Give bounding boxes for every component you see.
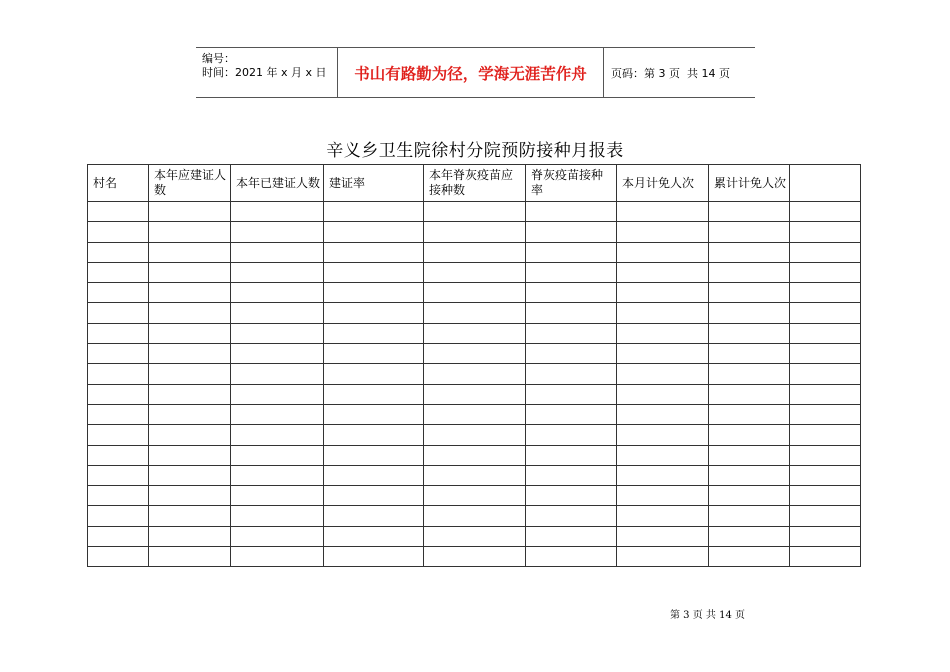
table-cell [88, 384, 149, 404]
table-cell [709, 547, 790, 567]
table-cell [424, 404, 526, 424]
table-cell [424, 425, 526, 445]
table-cell [324, 404, 424, 424]
table-cell [324, 262, 424, 282]
table-row [88, 526, 861, 546]
table-cell [709, 384, 790, 404]
table-cell [149, 242, 231, 262]
table-cell [790, 344, 861, 364]
table-cell [526, 445, 617, 465]
table-cell [88, 242, 149, 262]
table-cell [231, 303, 324, 323]
table-cell [709, 283, 790, 303]
table-cell [790, 283, 861, 303]
table-cell [324, 222, 424, 242]
table-cell [88, 283, 149, 303]
table-cell [324, 384, 424, 404]
table-row [88, 465, 861, 485]
table-cell [324, 364, 424, 384]
table-cell [88, 486, 149, 506]
table-cell [231, 404, 324, 424]
table-cell [790, 303, 861, 323]
document-header [196, 47, 755, 98]
table-cell [231, 445, 324, 465]
table-row [88, 303, 861, 323]
table-cell [617, 222, 709, 242]
table-cell [617, 323, 709, 343]
table-cell [324, 303, 424, 323]
table-cell [231, 384, 324, 404]
table-cell [149, 323, 231, 343]
column-header-card-rate: 建证率 [324, 165, 424, 202]
table-cell [324, 526, 424, 546]
table-cell [617, 425, 709, 445]
table-cell [231, 465, 324, 485]
table-cell [88, 404, 149, 424]
table-cell [526, 262, 617, 282]
table-cell [324, 547, 424, 567]
table-cell [149, 262, 231, 282]
table-cell [790, 323, 861, 343]
table-cell [424, 283, 526, 303]
table-cell [149, 364, 231, 384]
table-row [88, 222, 861, 242]
table-cell [88, 465, 149, 485]
table-cell [324, 486, 424, 506]
table-cell [231, 222, 324, 242]
table-cell [324, 425, 424, 445]
table-cell [424, 384, 526, 404]
table-cell [709, 465, 790, 485]
table-row [88, 323, 861, 343]
table-header-row [88, 165, 861, 202]
page-code-text: 页码：第 3 页 共 14 页 [611, 66, 730, 80]
table-cell [424, 323, 526, 343]
table-cell [149, 445, 231, 465]
table-cell [149, 425, 231, 445]
table-row [88, 364, 861, 384]
table-cell [88, 364, 149, 384]
table-cell [790, 222, 861, 242]
table-cell [424, 344, 526, 364]
table-cell [617, 465, 709, 485]
table-cell [88, 344, 149, 364]
table-cell [88, 445, 149, 465]
table-cell [526, 202, 617, 222]
table-cell [88, 425, 149, 445]
table-cell [617, 283, 709, 303]
table-cell [424, 262, 526, 282]
table-cell [231, 323, 324, 343]
table-cell [709, 344, 790, 364]
table-row [88, 344, 861, 364]
table-cell [526, 242, 617, 262]
table-row [88, 445, 861, 465]
table-cell [617, 547, 709, 567]
table-row [88, 384, 861, 404]
table-cell [526, 323, 617, 343]
table-cell [617, 364, 709, 384]
table-row [88, 242, 861, 262]
table-cell [88, 547, 149, 567]
header-meta [196, 48, 338, 97]
table-cell [149, 283, 231, 303]
table-cell [617, 384, 709, 404]
table-cell [149, 465, 231, 485]
table-cell [231, 506, 324, 526]
table-cell [88, 303, 149, 323]
table-cell [324, 445, 424, 465]
table-cell [231, 344, 324, 364]
table-cell [709, 202, 790, 222]
table-cell [324, 242, 424, 262]
table-cell [88, 262, 149, 282]
header-motto: 书山有路勤为径，学海无涯苦作舟 [338, 48, 604, 97]
table-cell [149, 404, 231, 424]
table-cell [617, 526, 709, 546]
report-table [87, 164, 861, 567]
table-cell [526, 303, 617, 323]
table-cell [709, 242, 790, 262]
table-cell [526, 344, 617, 364]
table-cell [790, 384, 861, 404]
table-cell [790, 425, 861, 445]
table-cell [424, 506, 526, 526]
table-row [88, 506, 861, 526]
table-cell [149, 202, 231, 222]
table-cell [790, 526, 861, 546]
table-cell [709, 404, 790, 424]
header-page-code [604, 48, 755, 97]
table-cell [617, 242, 709, 262]
table-cell [88, 202, 149, 222]
table-cell [790, 445, 861, 465]
table-cell [231, 425, 324, 445]
table-cell [149, 222, 231, 242]
table-cell [709, 506, 790, 526]
table-cell [790, 486, 861, 506]
table-cell [424, 465, 526, 485]
table-cell [709, 222, 790, 242]
table-cell [149, 506, 231, 526]
table-cell [424, 445, 526, 465]
table-cell [324, 465, 424, 485]
table-cell [231, 262, 324, 282]
table-cell [617, 506, 709, 526]
table-cell [709, 425, 790, 445]
table-row [88, 404, 861, 424]
table-cell [709, 303, 790, 323]
table-cell [790, 506, 861, 526]
table-cell [424, 202, 526, 222]
page-title: 辛义乡卫生院徐村分院预防接种月报表 [326, 141, 624, 161]
table-cell [88, 323, 149, 343]
table-cell [88, 222, 149, 242]
table-row [88, 283, 861, 303]
table-cell [424, 242, 526, 262]
table-cell [526, 425, 617, 445]
table-cell [617, 262, 709, 282]
column-header-polio-planned: 本年脊灰疫苗应接种数 [424, 165, 526, 202]
time-label: 时间：2021 年 x 月 x 日 [202, 66, 327, 79]
table-cell [88, 526, 149, 546]
column-header-issued-cards: 本年已建证人数 [231, 165, 324, 202]
table-cell [526, 283, 617, 303]
column-header-cumulative-doses: 累计计免人次 [709, 165, 790, 202]
table-cell [526, 486, 617, 506]
table-cell [424, 486, 526, 506]
table-cell [526, 404, 617, 424]
table-cell [324, 323, 424, 343]
table-cell [709, 364, 790, 384]
table-cell [424, 303, 526, 323]
table-cell [709, 486, 790, 506]
table-row [88, 486, 861, 506]
table-cell [149, 344, 231, 364]
table-cell [526, 526, 617, 546]
table-cell [790, 465, 861, 485]
table-cell [526, 465, 617, 485]
column-header-polio-rate: 脊灰疫苗接种率 [526, 165, 617, 202]
table-cell [231, 526, 324, 546]
table-cell [231, 283, 324, 303]
table-cell [149, 547, 231, 567]
table-cell [231, 486, 324, 506]
table-cell [88, 506, 149, 526]
table-cell [709, 445, 790, 465]
table-row [88, 262, 861, 282]
table-cell [526, 384, 617, 404]
table-cell [617, 202, 709, 222]
table-cell [149, 486, 231, 506]
table-cell [617, 303, 709, 323]
table-cell [526, 222, 617, 242]
column-header-blank [790, 165, 861, 202]
table-row [88, 425, 861, 445]
column-header-planned-cards: 本年应建证人数 [149, 165, 231, 202]
table-cell [324, 202, 424, 222]
table-cell [617, 445, 709, 465]
table-cell [526, 364, 617, 384]
table-cell [424, 222, 526, 242]
table-cell [790, 364, 861, 384]
table-body [88, 202, 861, 567]
table-cell [324, 283, 424, 303]
table-cell [424, 364, 526, 384]
table-cell [709, 323, 790, 343]
table-cell [149, 303, 231, 323]
table-cell [149, 384, 231, 404]
table-cell [231, 364, 324, 384]
table-cell [526, 506, 617, 526]
table-cell [231, 202, 324, 222]
table-cell [231, 547, 324, 567]
table-cell [790, 262, 861, 282]
table-cell [617, 404, 709, 424]
table-cell [790, 242, 861, 262]
table-cell [709, 526, 790, 546]
table-cell [526, 547, 617, 567]
column-header-monthly-doses: 本月计免人次 [617, 165, 709, 202]
table-cell [790, 547, 861, 567]
table-cell [231, 242, 324, 262]
table-cell [617, 486, 709, 506]
page-footer: 第 3 页 共 14 页 [670, 610, 745, 621]
table-cell [790, 202, 861, 222]
table-cell [149, 526, 231, 546]
number-label: 编号： [202, 52, 235, 65]
column-header-village: 村名 [88, 165, 149, 202]
table-cell [324, 506, 424, 526]
table-cell [790, 404, 861, 424]
table-cell [424, 547, 526, 567]
table-cell [617, 344, 709, 364]
table-cell [709, 262, 790, 282]
table-cell [324, 344, 424, 364]
table-cell [424, 526, 526, 546]
table-row [88, 202, 861, 222]
table-row [88, 547, 861, 567]
